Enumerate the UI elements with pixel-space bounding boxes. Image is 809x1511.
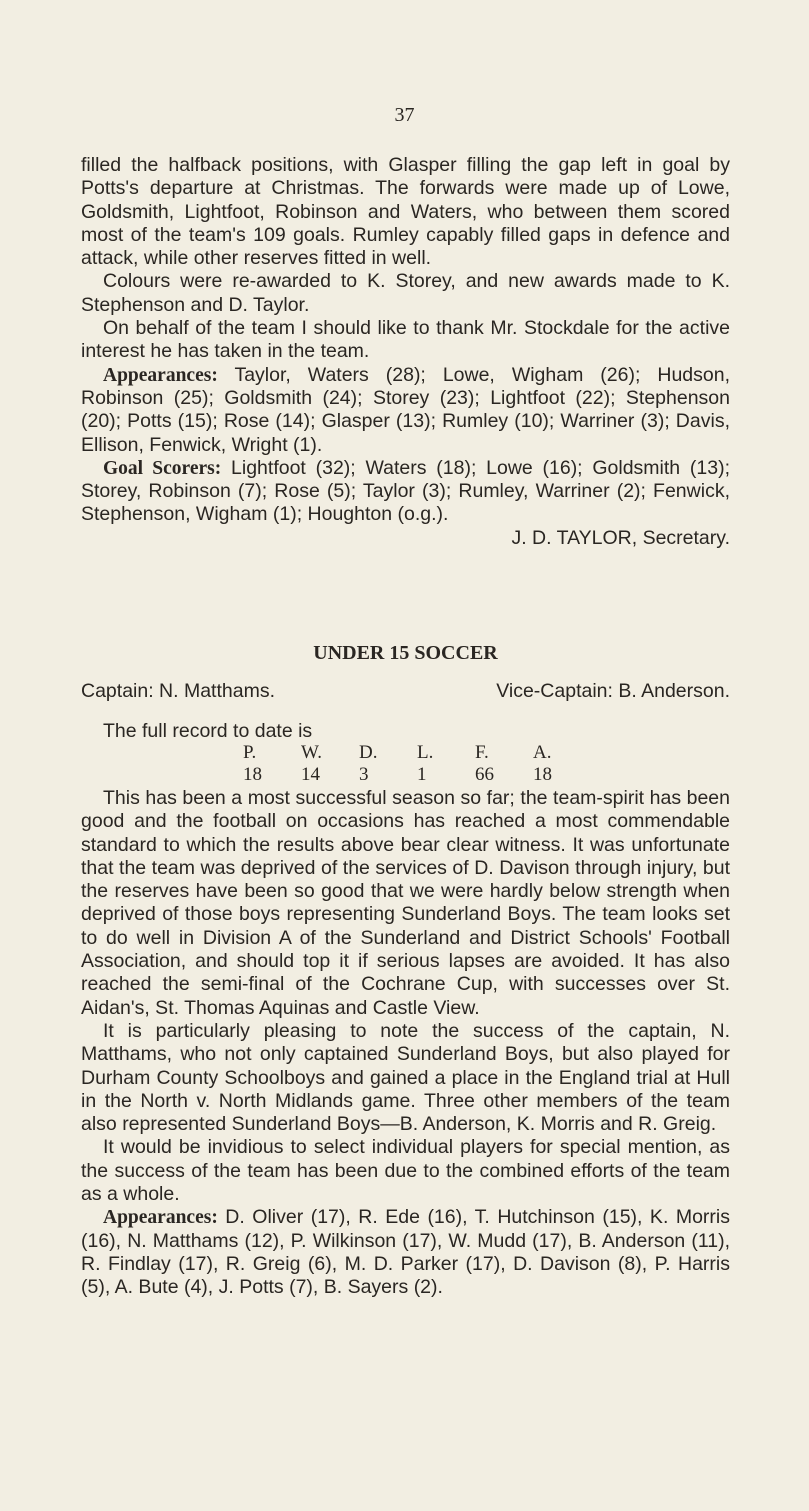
- page-number: 37: [394, 104, 415, 126]
- record-value-played: 18: [243, 764, 262, 785]
- record-value-drawn: 3: [359, 764, 369, 785]
- appearances-label: Appearances:: [103, 364, 218, 386]
- paragraph-appearances: [81, 364, 730, 457]
- paragraph-captain-success: It is particularly pleasing to note the success of the captain, N. Matthams, who not only captained Sunderland Boys, but also played for Durham County Schoolboys and gained a place in the England trial at Hull in the North v. North Midlands game. Three other members of the team also represented Sunderland Boys—B. Anderson, K. Morris and R. Greig.: [81, 1019, 730, 1136]
- record-value-won: 14: [301, 764, 320, 785]
- under15-appearances-list: D. Oliver (17), R. Ede (16), T. Hutchinson (15), K. Morris (16), N. Matthams (12), P. Wilkinson (17), W. Mudd (17), B. Anderson (11), R. Findlay (17), R. Greig (6), M. D. Parker (17), D. Davison (8), P. Harris (5), A. Bute (4), J. Potts (7), B. Sayers (2).: [81, 1206, 730, 1299]
- record-header-played: P.: [243, 742, 257, 763]
- vice-captain: Vice-Captain: B. Anderson.: [496, 680, 730, 702]
- paragraph-under15-appearances: [81, 1206, 730, 1299]
- record-value-lost: 1: [417, 764, 427, 785]
- paragraph-team-effort: It would be invidious to select individual players for special mention, as the success of the team has been due to the combined efforts of the team as a whole.: [81, 1136, 730, 1206]
- record-intro: The full record to date is: [103, 720, 313, 742]
- senior-report-section: [81, 154, 730, 550]
- record-header-drawn: D.: [359, 742, 378, 763]
- record-values-row: [243, 764, 591, 786]
- record-header-for: F.: [475, 742, 489, 763]
- record-header-row: [243, 742, 591, 764]
- record-intro-block: [81, 720, 730, 743]
- paragraph-forwards: filled the halfback positions, with Glasper filling the gap left in goal by Potts's departure at Christmas. The forwards were made up of Lowe, Goldsmith, Lightfoot, Robinson and Waters, who between them scored most of the team's 109 goals. Rumley capably filled gaps in defence and attack, while other reserves fitted in well.: [81, 154, 730, 270]
- goal-scorers-list: Lightfoot (32); Waters (18); Lowe (16); Goldsmith (13); Storey, Robinson (7); Rose (5); Taylor (3); Rumley, Warriner (2); Fenwick, Stephenson, Wigham (1); Houghton (o.g.).: [81, 456, 731, 526]
- record-header-against: A.: [533, 742, 552, 763]
- secretary-signature: J. D. TAYLOR, Secretary.: [511, 526, 730, 549]
- paragraph-thanks: On behalf of the team I should like to thank Mr. Stockdale for the active interest he has taken in the team.: [81, 317, 730, 363]
- record-value-against: 18: [533, 764, 552, 785]
- captains-line: [81, 680, 730, 703]
- goal-scorers-label: Goal Scorers:: [103, 457, 222, 479]
- section-heading: UNDER 15 SOCCER: [313, 642, 498, 664]
- record-header-won: W.: [301, 742, 322, 763]
- record-header-lost: L.: [417, 742, 434, 763]
- paragraph-season-summary: This has been a most successful season so far; the team-spirit has been good and the football on occasions has reached a most commendable standard to which the results above bear clear witness. It was unfortunate that the team was deprived of the services of D. Davison through injury, but the reserves have been so good that we were hardly below strength when deprived of those boys representing Sunderland Boys. The team looks set to do well in Division A of the Sunderland and District Schools' Football Association, and should top it if serious lapses are avoided. It has also reached the semi-final of the Cochrane Cup, with successes over St. Aidan's, St. Thomas Aquinas and Castle View.: [81, 787, 730, 1019]
- under15-appearances-label: Appearances:: [103, 1207, 218, 1229]
- paragraph-goal-scorers: [81, 457, 730, 527]
- paragraph-colours: Colours were re-awarded to K. Storey, and new awards made to K. Stephenson and D. Taylor.: [81, 270, 730, 316]
- under15-heading-block: [81, 642, 730, 665]
- under15-report-section: [81, 787, 730, 1300]
- record-value-for: 66: [475, 764, 494, 785]
- appearances-list: Taylor, Waters (28); Lowe, Wigham (26); Hudson, Robinson (25); Goldsmith (24); Storey (23); Lightfoot (22); Stephenson (20); Potts (15); Rose (14); Glasper (13); Rumley (10); Warriner (3); Davis, Ellison, Fenwick, Wright (1).: [81, 363, 730, 456]
- captain: Captain: N. Matthams.: [81, 680, 275, 702]
